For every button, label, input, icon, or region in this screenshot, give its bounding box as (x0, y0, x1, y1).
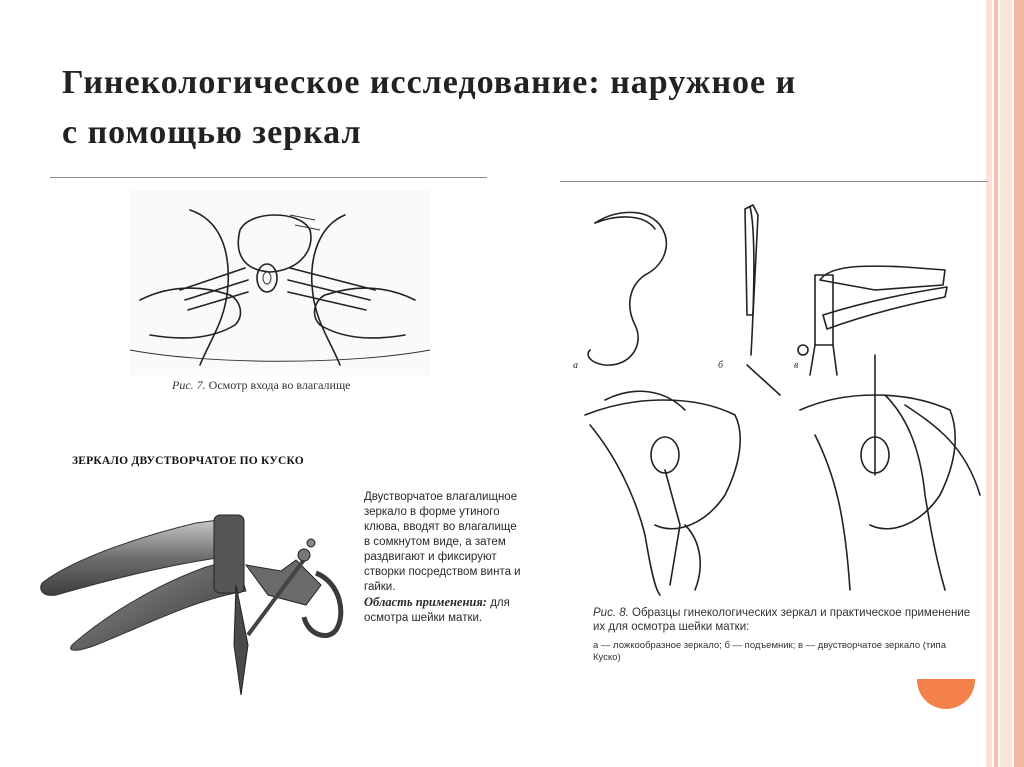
figure8-legend: а — ложкообразное зеркало; б — подъемник; в — двустворчатое зеркало (типа Куско) (593, 640, 946, 663)
divider-left (50, 177, 487, 178)
speculum-photo (36, 495, 356, 705)
divider-right (560, 181, 988, 182)
speculum-area-label: Область применения: (364, 595, 487, 609)
slide-title-line: Гинекологическое исследование: наружное и (62, 64, 797, 101)
figure8-caption-text: Образцы гинекологических зеркал и практическое применение их для осмотра шейки матки: (593, 607, 971, 633)
figure8-caption (593, 606, 973, 664)
speculum-description (364, 490, 524, 626)
figure7-caption-text: Осмотр входа во влагалище (208, 378, 351, 392)
figure7-illustration (130, 190, 430, 375)
decor-stripe (986, 0, 992, 767)
decor-stripe (1014, 0, 1024, 767)
figure7-caption-label: Рис. 7. (172, 378, 206, 392)
figure8-label-v: в (794, 360, 799, 371)
decor-stripe (994, 0, 998, 767)
slide-title-line: с помощью зеркал (62, 114, 362, 151)
figure8-caption-label: Рис. 8. (593, 607, 629, 619)
slide-title (62, 58, 982, 158)
figure8-label-a: а (573, 360, 578, 371)
decor-stripe (1000, 0, 1012, 767)
speculum-description-text: Двустворчатое влагалищное зеркало в форме утиного клюва, вводят во влагалище в сомкнутом виде, а затем раздвигают и фиксируют створки посредством винта и гайки. (364, 491, 521, 593)
figure7-caption (172, 378, 351, 393)
decor-orange-semicircle (917, 679, 975, 709)
speculum-heading: ЗЕРКАЛО ДВУСТВОРЧАТОЕ ПО КУСКО (72, 455, 304, 467)
figure8-illustration (575, 195, 985, 605)
figure8-caption-main (593, 606, 973, 634)
speculum-area-text: для осмотра шейки матки. (364, 597, 510, 624)
figure8-label-b: б (718, 360, 724, 371)
